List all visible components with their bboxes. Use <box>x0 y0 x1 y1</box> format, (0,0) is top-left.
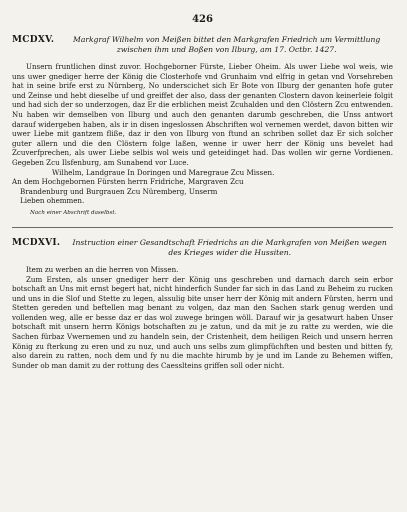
doc1-address <box>12 177 393 206</box>
page-number: 426 <box>192 14 213 25</box>
doc2-heading: Item zu werben an die herren von Missen. <box>26 264 179 274</box>
doc1-address-line: Lieben ohemmen. <box>20 196 85 206</box>
doc1-source-note: Nach einer Abschrift daselbst. <box>30 209 117 216</box>
doc1-paragraph: Unsern fruntlichen dinst zuvor. Hochgeborner Fürste, Lieber Oheim. Als uwer Liebe wol weis, wie uns uwer gnediger herre der König die Closterhofe vnd Grunhaim vnd elfrig in getan vnd Vorsehreben hat in seine brife erst zu Nürnberg, No underscichet sich Er Bote von Ilburg der genanten hofe guter und Zeinse und hebt dieselbe uf und greiffet der also, dass der genanten Clostern davon keinerleie folgit und had sich der so underzogen, daz Er die erblichen meist Zcuhalden und den Clöstern Zcu entwenden. Nu haben wir demselben von Ilburg und auch den genanten darumb geschreben, die Unss antwort darauf widergeben haben, als ir in disen ingeslossen Abschriften wol vernemen werdet, davon bitten wir uwer Liebe mit gantzem fliße, daz ir den von Ilburg von ftund an schriben sollet daz Er sich solcher guter allern und die den Clöstern folge laßen, wenne ir uwer herr der König uns bevelet had Zcuverfprechen, als uwer Liebe selbis wol weis und geteidinget had. Das wollen wir gerne Vordienen. Gegeben Zcu Ilsfenburg, am Sunabend vor Luce. <box>12 62 393 167</box>
doc2-number: MCDXVI. <box>12 237 61 248</box>
doc1-address-line: Brandenburg und Burgrauen Zcu Nüremberg, Unserm <box>20 186 218 196</box>
doc1-header <box>12 35 393 55</box>
doc2-title: Instruction einer Gesandtschaft Friedrichs an die Markgrafen von Meißen wegen des Krieges wider die Hussiten. <box>72 237 387 257</box>
doc1-address-line: An dem Hochgebornen Fürsten herrn Fridriche, Margraven Zcu <box>12 177 244 187</box>
doc2-header <box>12 238 393 258</box>
doc2-body <box>12 265 393 371</box>
doc2-paragraph: Zum Ersten, als unser gnediger herr der König uns geschreben und darnach darch sein erbor botschaft an Uns mit ernst begert hat, nicht hinderfich Sunder far sich in das Land zu Beheim zu rucken und uns in die Slof und Stette zu legen, alssulig bite unser herr der König mit andern Fürsten, herrn und Stetten gereden und beftellen mag benant zu volgen, daz man den Sachen stark genug werden und vollenden weg, alle er besse daz er das wol zuwege bringen wöll. Darauf wir ja gesatwurt haben Unser botschaft mit unsern herrn Königs botschaften zu je zatun, und da mit je zu ratte zu werden, wie die Sachen fürbaz Vwernemen und zu handeln sein, der Cristenheit, dem heiligen Reich und unsern herren König zu fterkung zu eren und zu nuz, und auch uns selbs zum glimpfüchften und besten und bitten fy, also darein zu ratten, noch dem und fy nu die machte hirumb by je und im Lande zu Behemen wiffen, Sunder ob man damit zu der rottung des Caesslteins griffen soll oder nicht. <box>12 274 393 370</box>
section-divider <box>12 227 393 228</box>
doc1-signature: Wilhelm, Landgraue In Doringen und Maregraue Zcu Missen. <box>52 167 275 177</box>
doc1-number: MCDXV. <box>12 35 55 45</box>
doc1-title: Markgraf Wilhelm von Meißen bittet den Markgrafen Friedrich um Vermittlung zwischen ihm und Boßen von Ilburg, am 17. Octbr. 1427. <box>73 35 381 54</box>
doc1-body <box>12 62 393 216</box>
